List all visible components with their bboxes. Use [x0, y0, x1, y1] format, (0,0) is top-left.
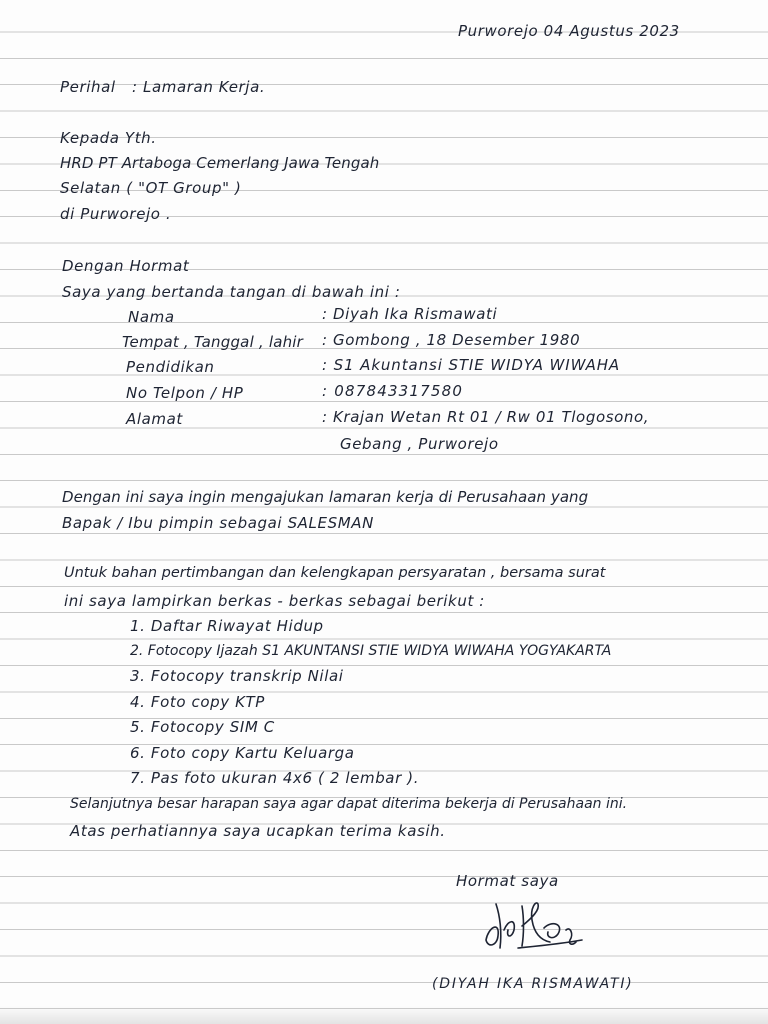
closing-line-2: Atas perhatiannya saya ucapkan terima kasih. [70, 822, 446, 840]
address-continuation: Gebang , Purworejo [340, 435, 499, 453]
identity-label: Pendidikan [126, 358, 215, 376]
identity-label: No Telpon / HP [126, 384, 244, 402]
recipient-line-2: Selatan ( "OT Group" ) [60, 179, 242, 197]
identity-value: : Krajan Wetan Rt 01 / Rw 01 Tlogosono, [322, 408, 650, 426]
subject-label: Perihal [60, 78, 116, 96]
signer-name: (DIYAH IKA RISMAWATI) [432, 976, 634, 992]
identity-value: : 087843317580 [322, 382, 464, 400]
body-paragraph-1-line-2: Bapak / Ibu pimpin sebagai SALESMAN [62, 514, 374, 532]
addressee-salutation: Kepada Yth. [60, 129, 157, 147]
identity-value: : Gombong , 18 Desember 1980 [322, 331, 581, 349]
place-date: Purworejo 04 Agustus 2023 [458, 22, 680, 40]
body-paragraph-1-line-1: Dengan ini saya ingin mengajukan lamaran kerja di Perusahaan yang [62, 488, 589, 506]
attachment-item: 4. Foto copy KTP [130, 693, 265, 711]
identity-label: Alamat [126, 410, 183, 428]
greeting: Dengan Hormat [62, 257, 190, 275]
recipient-city: di Purworejo . [60, 205, 172, 223]
handwritten-signature [478, 890, 628, 956]
sign-off: Hormat saya [456, 872, 559, 890]
intro-line: Saya yang bertanda tangan di bawah ini : [62, 283, 401, 301]
identity-label: Nama [128, 308, 175, 326]
attachment-item: 2. Fotocopy Ijazah S1 AKUNTANSI STIE WIDYA WIWAHA YOGYAKARTA [130, 643, 612, 659]
subject-value: : Lamaran Kerja. [132, 78, 266, 96]
recipient-line-1: HRD PT Artaboga Cemerlang Jawa Tengah [60, 154, 380, 172]
attachment-item: 5. Fotocopy SIM C [130, 718, 275, 736]
body-paragraph-2-line-1: Untuk bahan pertimbangan dan kelengkapan persyaratan , bersama surat [64, 565, 606, 581]
attachment-item: 7. Pas foto ukuran 4x6 ( 2 lembar ). [130, 769, 420, 787]
identity-value: : S1 Akuntansi STIE WIDYA WIWAHA [322, 356, 621, 374]
attachment-item: 3. Fotocopy transkrip Nilai [130, 667, 344, 685]
body-paragraph-2-line-2: ini saya lampirkan berkas - berkas sebagai berikut : [64, 592, 485, 610]
closing-line-1: Selanjutnya besar harapan saya agar dapat diterima bekerja di Perusahaan ini. [70, 796, 628, 812]
attachment-item: 6. Foto copy Kartu Keluarga [130, 744, 355, 762]
identity-value: : Diyah Ika Rismawati [322, 305, 498, 323]
identity-label: Tempat , Tanggal , lahir [122, 333, 304, 351]
attachment-item: 1. Daftar Riwayat Hidup [130, 617, 324, 635]
